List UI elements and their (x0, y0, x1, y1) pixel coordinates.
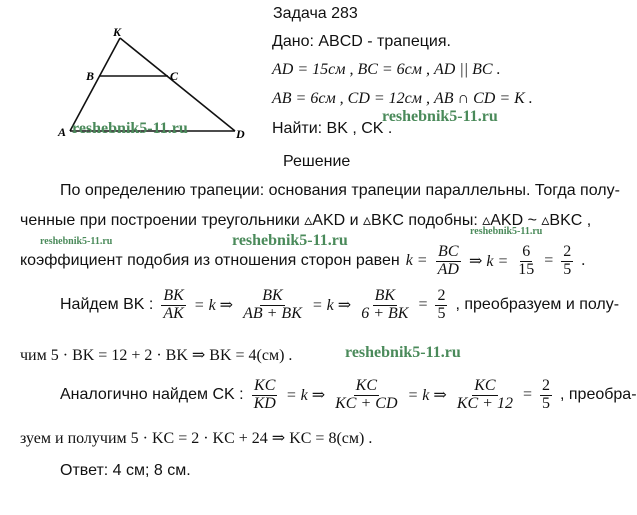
find-bk-tail: , преобразуем и полу- (455, 296, 620, 314)
find-ck-tail: , преобра- (559, 386, 637, 404)
implies-k: ⇒ k = (468, 253, 509, 271)
find-bk-line (60, 288, 619, 323)
fraction-2-5 (540, 378, 552, 413)
denominator: 5 (541, 394, 550, 412)
fraction-bk-ak (161, 288, 185, 323)
fraction-6-15 (516, 244, 536, 279)
find-ck-lead: Аналогично найдем CK : (60, 386, 244, 404)
watermark: reshebnik5-11.ru (72, 120, 188, 137)
denominator: AB + BK (243, 304, 302, 322)
equals-sign: = (544, 252, 554, 270)
label-a: A (58, 125, 67, 139)
k-ratio-line (20, 244, 585, 279)
k-ratio-text: коэффициент подобия из отношения сторон равен (20, 252, 400, 270)
denominator: 5 (437, 304, 446, 322)
numerator: BC (438, 243, 459, 260)
watermark: reshebnik5-11.ru (382, 108, 498, 125)
fraction-kc-12 (455, 378, 515, 413)
given-line-3: AB = 6см , CD = 12см , AB ∩ CD = K . (272, 90, 533, 107)
denominator: KC + CD (335, 394, 398, 412)
denominator: AD (437, 260, 459, 278)
equals-k: = k ⇒ (311, 297, 352, 315)
given-line-1: Дано: ABCD - трапеция. (272, 33, 451, 50)
fraction-bc-ad (436, 244, 461, 279)
watermark: reshebnik5-11.ru (40, 236, 113, 247)
denominator: KC + 12 (456, 394, 513, 412)
equals-k: = k ⇒ (407, 387, 447, 405)
numerator: 2 (563, 243, 572, 260)
equals-sign: = (418, 296, 428, 314)
denominator: KD (253, 394, 276, 412)
denominator: 5 (563, 260, 572, 278)
period: . (581, 252, 586, 270)
denominator: 6 + BK (361, 304, 409, 322)
fraction-2-5 (435, 288, 447, 323)
fraction-2-5 (561, 244, 573, 279)
watermark: reshebnik5-11.ru (470, 226, 543, 237)
ck-result: зуем и получим 5 · KC = 2 · KC + 24 ⇒ KC = 8(см) . (20, 430, 373, 447)
paragraph-1-line-2: ченные при построении треугольники ▵AKD и ▵BKC подобны: ▵AKD ~ ▵BKC , (20, 212, 592, 229)
answer: Ответ: 4 см; 8 см. (60, 462, 191, 479)
fraction-kc-sum (333, 378, 399, 413)
k-symbol: k = (405, 252, 428, 270)
denominator: AK (163, 304, 184, 322)
numerator: BK (374, 287, 396, 304)
paragraph-1-line-1: По определению трапеции: основания трапеции параллельны. Тогда полу- (60, 182, 620, 199)
side-ak (70, 38, 120, 131)
equals-k: = k ⇒ (285, 387, 326, 405)
label-b: B (86, 69, 95, 83)
bk-result: чим 5 · BK = 12 + 2 · BK ⇒ BK = 4(см) . (20, 347, 293, 364)
watermark: reshebnik5-11.ru (232, 232, 348, 249)
fraction-bk-sum (241, 288, 304, 323)
find-bk-lead: Найдем BK : (60, 296, 154, 314)
given-line-2: AD = 15см , BC = 6см , AD || BC . (272, 61, 501, 78)
numerator: 2 (437, 287, 446, 304)
watermark: reshebnik5-11.ru (345, 344, 461, 361)
numerator: 2 (541, 377, 550, 394)
find-ck-line (60, 378, 637, 413)
problem-title: Задача 283 (273, 5, 358, 22)
label-c: C (170, 69, 179, 83)
denominator: 15 (518, 260, 535, 278)
numerator: BK (163, 287, 184, 304)
find-line: Найти: BK , CK . (272, 120, 393, 137)
numerator: KC (474, 377, 496, 394)
numerator: KC (254, 377, 276, 394)
equals-sign: = (522, 386, 532, 404)
numerator: 6 (522, 243, 531, 260)
numerator: BK (262, 287, 283, 304)
fraction-kc-kd (252, 378, 278, 413)
fraction-bk-6 (359, 288, 410, 323)
equals-k: = k ⇒ (193, 297, 234, 315)
label-k: K (113, 25, 122, 39)
label-d: D (236, 127, 245, 141)
numerator: KC (355, 377, 377, 394)
side-kd (120, 38, 235, 131)
solution-heading: Решение (283, 153, 351, 170)
